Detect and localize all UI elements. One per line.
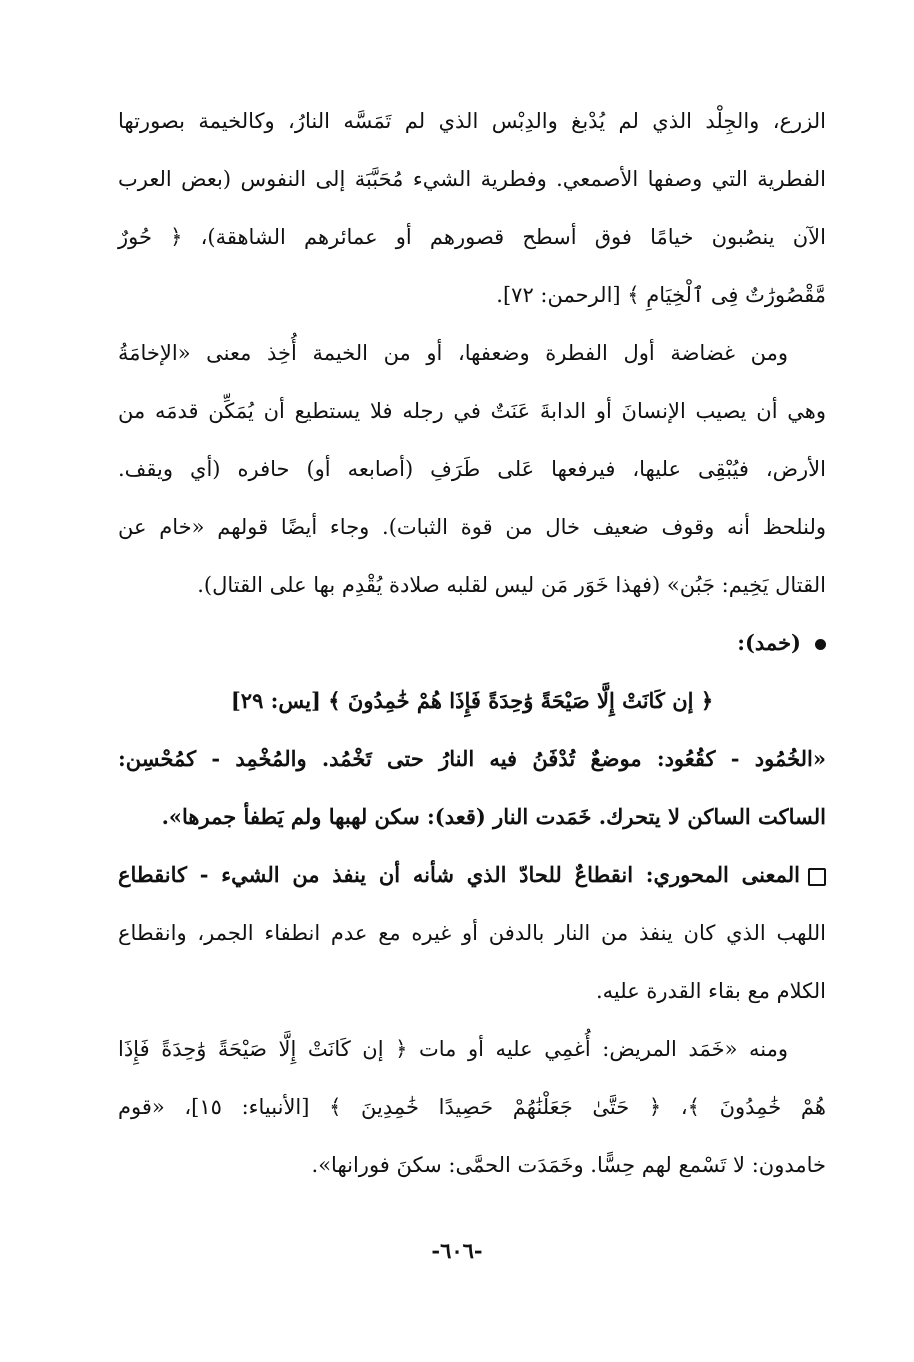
text-line: القتال يَخِيم: جَبُن» (فهذا خَوَر مَن ليس لقلبه صلادة يُقْدِم بها على القتال). xyxy=(197,573,826,597)
text-line: الفطرية التي وصفها الأصمعي. وفطرية الشيء مُحَبَّبَة إلى النفوس (بعض العرب xyxy=(118,167,826,191)
core-meaning-text: المعنى المحوري: انقطاعٌ للحادّ الذي شأنه أن ينفذ من الشيء - كانقطاع xyxy=(118,862,800,887)
section-heading-text: (خمد): xyxy=(737,630,801,655)
text-line: هُمْ خَٰمِدُونَ ﴾، ﴿ حَتَّىٰ جَعَلْنَٰهُمْ حَصِيدًا خَٰمِدِينَ ﴾ [الأنبياء: ١٥]، «قوم xyxy=(118,1095,826,1119)
text-line: «الخُمُود - كقُعُود: موضعٌ تُدْفَنُ فيه النارُ حتى تَخْمُد. والمُخْمِد - كمُحْسِن: xyxy=(118,746,826,771)
text-line: وهي أن يصيب الإنسانَ أو الدابةَ عَنَتٌ في رجله فلا يستطيع أن يُمَكِّن قدمَه من xyxy=(118,399,826,423)
text-line: الآن ينصُبون خيامًا فوق أسطح قصورهم أو عمائرهم الشاهقة)، ﴿ حُورٌ xyxy=(118,225,826,249)
text-line: الأرض، فيُبْقِى عليها، فيرفعها عَلى طَرَفِ (أصابعه أو) حافره (أي ويقف. xyxy=(118,457,826,481)
text-line: ومن غضاضة أول الفطرة وضعفها، أو من الخيمة أُخِذ معنى «الإخامَةُ xyxy=(118,341,788,365)
page-body xyxy=(118,92,826,1194)
square-icon xyxy=(808,868,826,886)
core-meaning-line xyxy=(118,846,826,904)
text-line: ولنلحظ أنه وقوف ضعيف خال من قوة الثبات). وجاء أيضًا قولهم «خام عن xyxy=(118,515,826,539)
text-line: خامدون: لا تَسْمع لهم حِسًّا. وخَمَدَت الحمَّى: سكنَ فورانها». xyxy=(311,1153,826,1177)
page-number: -٦٠٦- xyxy=(431,1238,483,1263)
text-line: الزرع، والجِلْد الذي لم يُدْبغ والدِبْس الذي لم تَمَسَّه النارُ، وكالخيمة بصورتها xyxy=(118,109,826,133)
text-line: مَّقْصُورَٰتٌ فِى ٱلْخِيَامِ ﴾ [الرحمن: ٧٢]. xyxy=(496,283,826,307)
section-heading xyxy=(118,614,826,672)
text-line: الساكت الساكن لا يتحرك. خَمَدت النار (قعد): سكن لهبها ولم يَطفأ جمرها». xyxy=(161,804,826,829)
quran-verse: ﴿ إن كَانَتْ إِلَّا صَيْحَةً وَٰحِدَةً فَإِذَا هُمْ خَٰمِدُونَ ﴾ [يس: ٢٩] xyxy=(230,688,714,713)
bullet-icon xyxy=(815,639,826,650)
text-line: ومنه «خَمَد المريض: أُغمِي عليه أو مات ﴿ إن كَانَتْ إِلَّا صَيْحَةً وَٰحِدَةً فَإِذَا xyxy=(118,1037,788,1061)
text-line: اللهب الذي كان ينفذ من النار بالدفن أو غيره مع عدم انطفاء الجمر، وانقطاع xyxy=(118,921,826,945)
text-line: الكلام مع بقاء القدرة عليه. xyxy=(595,979,826,1003)
